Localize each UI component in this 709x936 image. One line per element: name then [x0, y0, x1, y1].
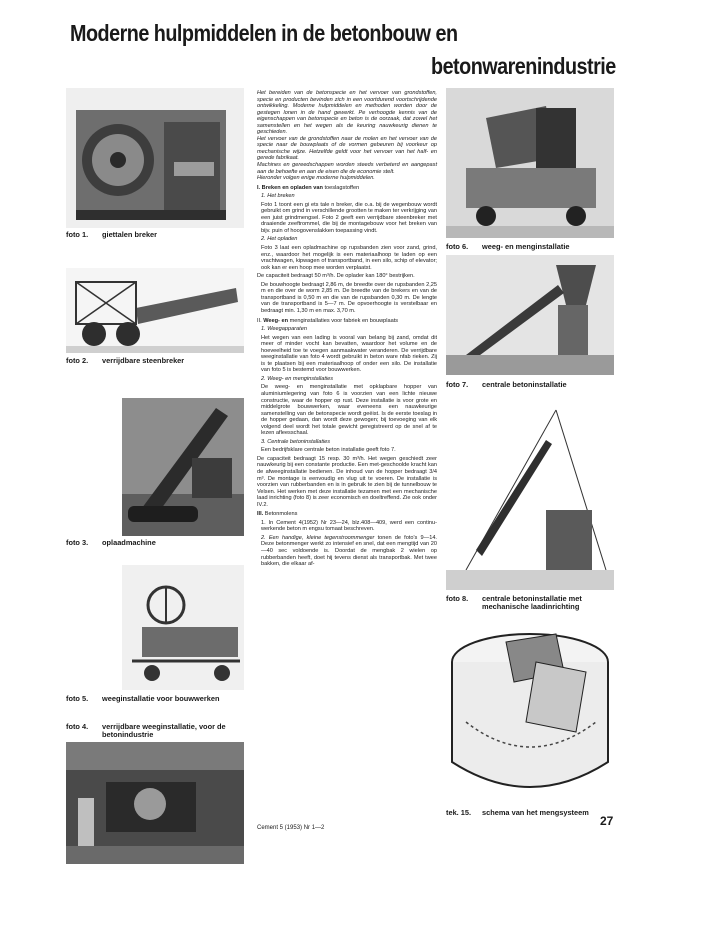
section-2-heading: II. Weeg- en menginstallaties voor fabriek en bouwplaats — [257, 317, 399, 324]
paragraph-betonmolens-2: 2. Een handige, kleine tegenstroommenger tonen de foto's 9—14. Deze betonmenger werkt zo intensief en snel, dat een mengtijd van 20—40 sec voldoende is. Doordat de mengbak 2 wielen op rubberbanden heeft, doet hij tevens dienst als transportbak. Met twee bakken, die elkaar af- — [261, 534, 437, 568]
photo-mobile-stone-crusher — [66, 268, 244, 353]
section-3-heading: III. Betonmolens — [257, 511, 298, 518]
caption-foto-7: foto 7. centrale betoninstallatie — [446, 380, 567, 389]
page-footer: Cement 5 (1953) Nr 1—2 — [257, 825, 325, 831]
photo-central-plant-loader — [446, 400, 614, 590]
section-1b-heading: 2. Het opladen — [261, 236, 298, 243]
photo-loading-machine — [122, 398, 244, 536]
caption-foto-2: foto 2. verrijdbare steenbreker — [66, 356, 185, 365]
photo-mobile-weighing-installation — [66, 742, 244, 864]
photo-jaw-crusher — [66, 88, 244, 228]
photo-weighing-installation-building — [122, 565, 244, 690]
section-2a-heading: 1. Weegapparaten — [261, 326, 307, 333]
drawing-mixing-system-scheme — [446, 612, 614, 802]
photo-central-concrete-plant — [446, 255, 614, 375]
paragraph-betonmolens-1: 1. In Cement 4(1952) Nr 23—24, blz.408—409, werd een continu-werkende beton m engsu tomaat beschreven. — [261, 519, 437, 533]
intro-paragraph-4: Hieronder volgen enige moderne hulpmiddelen. — [257, 175, 375, 182]
paragraph-centrale-1: Een bedrijfsklare centrale beton installatie geeft foto 7. — [261, 447, 396, 454]
section-1a-heading: 1. Het breken — [261, 193, 295, 200]
paragraph-weegapparaten: Het wegen van een lading is vooral van belang bij zand, omdat dit meer of minder vocht kan bevatten, waardoor het volume en de hoeveelheid toe te voegen aanmaakwater veranderen. De verrijdbare weeginstallatie van foto 4 wordt gebruikt in beton ware nfab rieken. Zij is te plaatsen bij een materiaalhoop of onder een silo. De installatie van foto 5 is bestemd voor bouwwerken. — [261, 334, 437, 374]
intro-paragraph-2: Het vervoer van de grondstoffen naar de molen en het vervoer van de specie naar de bouwplaats of de vormen gebeuren bij voorkeur op mechanische wijze. Hetzelfde geldt voor het vervoer van het half- en gerede fabrikaat. — [257, 135, 437, 162]
intro-paragraph: Het bereiden van de betonspecie en het vervoer van grondstoffen, specie en producten bevinden zich in een voortdurend voortschrijdende ontwikkeling. Moderne hulpmiddelen en methoden worden door de gestegen lonen in de hand gewerkt. Pe verhoogde kennis van de eigenschappen van betonspecie en beton is de oorzaak, dat zowel het samenstellen en het wegen als de keuring nauwkeurig dienen te geschieden. — [257, 90, 437, 136]
caption-foto-1: foto 1. giettalen breker — [66, 230, 158, 239]
page-number: 27 — [600, 814, 614, 828]
caption-foto-8: foto 8. centrale betoninstallatie met mechanische laadinrichting — [446, 594, 582, 611]
paragraph-opladen: Foto 3 laat een opladmachine op rupsbanden zien voor zand, grind, enz., waardoor het mogelijk is een materiaalhoop te laden op een vrachtwagen, kipwagen of transportband, in een silo, schip of elevator; ook kan er een hoop mee worden verplaatst. — [261, 245, 437, 271]
paragraph-capacity: De capaciteit bedraagt 50 m³/h. De oplader kan 180° bestrijken. — [257, 273, 415, 280]
paragraph-breken: Foto 1 toont een gi ets tale n breker, die o.a. bij de wegenbouw wordt gebruikt om grind in verschillende grootten te maken ter verkrijging van een juist grindmengsel. Foto 2 geeft een verrijdbare steenbreker met draaiende zeeftrommel, die bij de montagebouw voor het breken van bijv. puin of hoogovenslakken toepassing vindt. — [261, 201, 437, 234]
paragraph-centrale-2: De capaciteit bedraagt 15 resp. 30 m³/h. Het wegen geschiedt zeer nauwkeurig bij een constante productie. Een met-geschoolde kracht kan de afweeginstallatie bedienen. De inhoud van de hopper bedraagt 3/4 m³. De montage is eenvoudig en vlug uit te voeren. De installatie is voorzien van rubberbanden en is in gebruik te zien bij de tunnelbouw te Velsen. Het werken met deze installatie tezamen met een mechanische laad inrichting (foto 8) is zeer economisch en doeltreffend. Zie ook onder IV.2. — [257, 455, 437, 508]
intro-paragraph-3: Machines en gereedschappen worden steeds verbeterd en aangepast aan de behoefte en aan de eisen die de economie stelt. — [257, 162, 437, 175]
article-body — [257, 90, 437, 570]
section-1-heading: I. Breken en opladen van toeslagstoffen — [257, 184, 360, 191]
caption-foto-5: foto 5. weeginstallatie voor bouwwerken — [66, 694, 220, 703]
photo-weigh-mix-installation — [446, 88, 614, 238]
paragraph-dimensions: De bouwhoogte bedraagt 2,86 m, de breedte over de rupsbanden 2,25 m en die over de worm 2,85 m. De breedte van de brekers en van de transportband is 0,50 m en die van de rupsbanden 0,30 m. De lengte van de transportband is 5—7 m. De opvoerhoogte is verstelbaar en bedraagt min. 1,30 m en max. 3,70 m. — [261, 281, 437, 314]
caption-foto-6: foto 6. weeg- en menginstallatie — [446, 242, 570, 251]
section-2c-heading: 3. Centrale betoninstallaties — [261, 438, 331, 445]
caption-foto-3: foto 3. oplaadmachine — [66, 538, 156, 547]
page-title-line1: Moderne hulpmiddelen in de betonbouw en — [70, 20, 458, 46]
section-2b-heading: 2. Weeg- en menginstallaties — [261, 375, 334, 382]
caption-foto-4: foto 4. verrijdbare weeginstallatie, voor de betonindustrie — [66, 722, 226, 739]
paragraph-menginstallaties: De weeg- en menginstallatie met opklapbare hopper van aluminiumlegering van foto 6 is voorzien van een lichte nieuwe constructie, waar de hopper op rust. Deze installatie is voor grote en middelgrote bouwwerken, waar eveneens een nauwkeurige samenstelling van de betonspecie wordt geëist. Is de eerste toeslag in de hopper gedaan, dan wordt deze gewogen; bij toevoeging van elk volgend deel wordt het totale gewicht geregistreerd op de snel af te lezen afleesschaal. — [261, 384, 437, 437]
caption-tek-15: tek. 15. schema van het mengsysteem — [446, 808, 589, 817]
page-title-line2: betonwarenindustrie — [431, 53, 616, 79]
